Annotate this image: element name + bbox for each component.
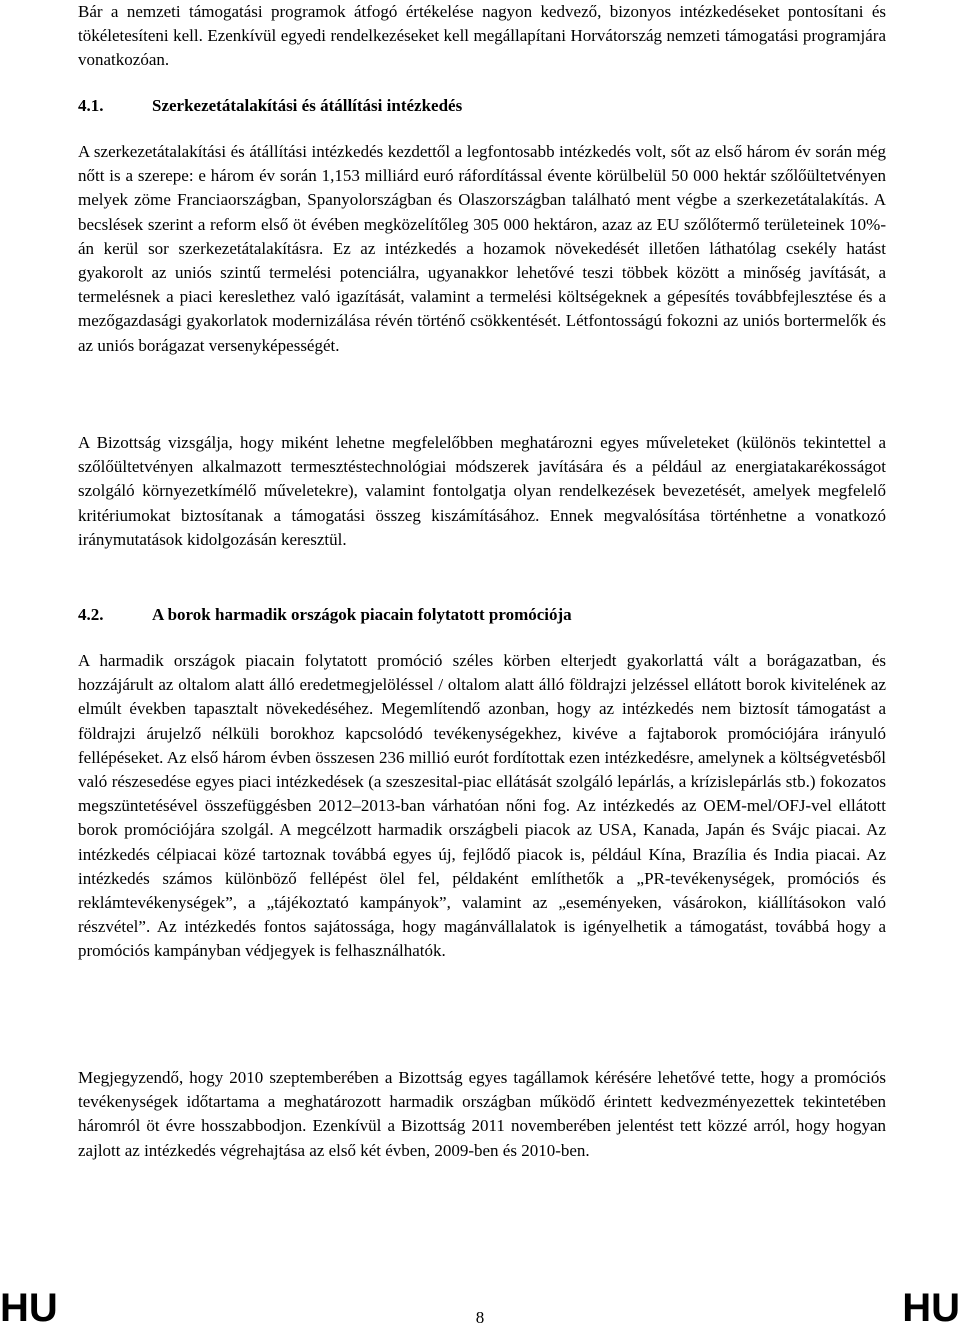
section-number: 4.1. xyxy=(78,96,104,115)
body-paragraph: Megjegyzendő, hogy 2010 szeptemberében a Bizottság egyes tagállamok kérésére lehetővé tette, hogy a promóciós tevékenységek időtartama a meghatározott harmadik országban működő érintett kedvezményezettek tekintetében háromról öt évre hosszabbodjon. Ezenkívül a Bizottság 2011 novemberében jelentést tett közzé arról, hogy hogyan zajlott az intézkedés végrehajtása az első két évben, 2009-ben és 2010-ben. xyxy=(78,1068,886,1160)
body-paragraph: A Bizottság vizsgálja, hogy miként lehetne megfelelőbben meghatározni egyes műveleteket (különös tekintettel a szőlőültetvényen alkalmazott termesztéstechnológiai módszerek javítására és a például az energiatakarékosságot szolgáló környezetkímélő műveletekre), valamint fontolgatja olyan rendelkezések bevezetését, amelyek megfelelő kritériumokat biztosítanak a támogatási összeg kiszámításához. Ennek megvalósítása történhetne a vonatkozó iránymutatások kidolgozásán keresztül. xyxy=(78,433,886,549)
page-number: 8 xyxy=(475,1308,485,1327)
intro-paragraph: Bár a nemzeti támogatási programok átfogó értékelése nagyon kedvező, bizonyos intézkedéseket pontosítani és tökéletesíteni kell. Ezenkívül egyedi rendelkezéseket kell megállapítani Horvátország nemzeti támogatási programjára vonatkozóan. xyxy=(78,2,886,70)
section-heading-4-2 xyxy=(78,603,886,627)
body-paragraph: A harmadik országok piacain folytatott promóció széles körben elterjedt gyakorlattá vált a borágazatban, és hozzájárult az oltalom alatt álló eredetmegjelöléssel / oltalom alatt álló földrajzi jelzéssel ellátott borok kivitelének az elmúlt években tapasztalt növekedéséhez. Megemlítendő azonban, hogy az intézkedés nem biztosít támogatást a földrajzi árujelző nélküli borokhoz kapcsolódó tevékenységekhez, kivéve a fajtaborok promóciójára irányuló fellépéseket. Az első három évben összesen 236 millió eurót fordítottak ezen intézkedésre, amelynek a költségvetésből való részesedése egyes piaci intézkedések (a szeszesital-piac ellátását szolgáló lepárlás, a krízislepárlás stb.) fokozatos megszüntetésével összefüggésben 2012–2013-ban várhatóan nőni fog. Az intézkedés az OEM-mel/OFJ-vel ellátott borok promóciójára szolgál. A megcélzott harmadik országbeli piacok az USA, Kanada, Japán és Svájc piacai. Az intézkedés célpiacai közé tartoznak továbbá egyes új, fejlődő piacok is, például Kína, Brazília és India piacai. Az intézkedés számos különböző fellépést ölel fel, példaként említhetők a „PR-tevékenységek, promóciós és reklámtevékenységek”, a „tájékoztató kampányok”, valamint az „eseményeken, vásárokon, kiállításokon való részvétel”. Az intézkedés fontos sajátossága, hogy magánvállalatok is igényelhetik a támogatást, továbbá hogy a promóciós kampányban védjegyek is felhasználhatók. xyxy=(78,651,886,961)
section-heading-4-1 xyxy=(78,94,886,118)
section-title: Szerkezetátalakítási és átállítási intézkedés xyxy=(152,96,463,115)
section-number: 4.2. xyxy=(78,605,104,624)
footer-language-code-right: HU xyxy=(902,1286,960,1330)
footer-language-code-left: HU xyxy=(0,1286,58,1330)
section-title: A borok harmadik országok piacain folytatott promóciója xyxy=(152,605,572,624)
body-paragraph: A szerkezetátalakítási és átállítási intézkedés kezdettől a legfontosabb intézkedés volt, sőt az első három év során még nőtt is a szerepe: e három év során 1,153 milliárd euró ráfordítással évente körülbelül 50 000 hektár szőlőültetvényen melyek zöme Franciaországban, Spanyolországban és Olaszországban található ment végbe a szerkezetátalakítás. A becslések szerint a reform első öt évében megközelítőleg 305 000 hektáron, azaz az EU szőlőtermő területeinek 10%-án kerül sor szerkezetátalakításra. Ez az intézkedés a hozamok növekedését illetően láthatólag csekély hatást gyakorolt az uniós szintű termelési potenciálra, ugyanakkor lehetővé teszi többek között a minőség javítását, a termelésnek a piaci kereslethez való igazítását, valamint a termelési költségeknek a gépesítés továbbfejlesztése és a mezőgazdasági gyakorlatok modernizálása révén történő csökkentését. Létfontosságú fokozni az uniós bortermelők és az uniós borágazat versenyképességét. xyxy=(78,142,886,355)
